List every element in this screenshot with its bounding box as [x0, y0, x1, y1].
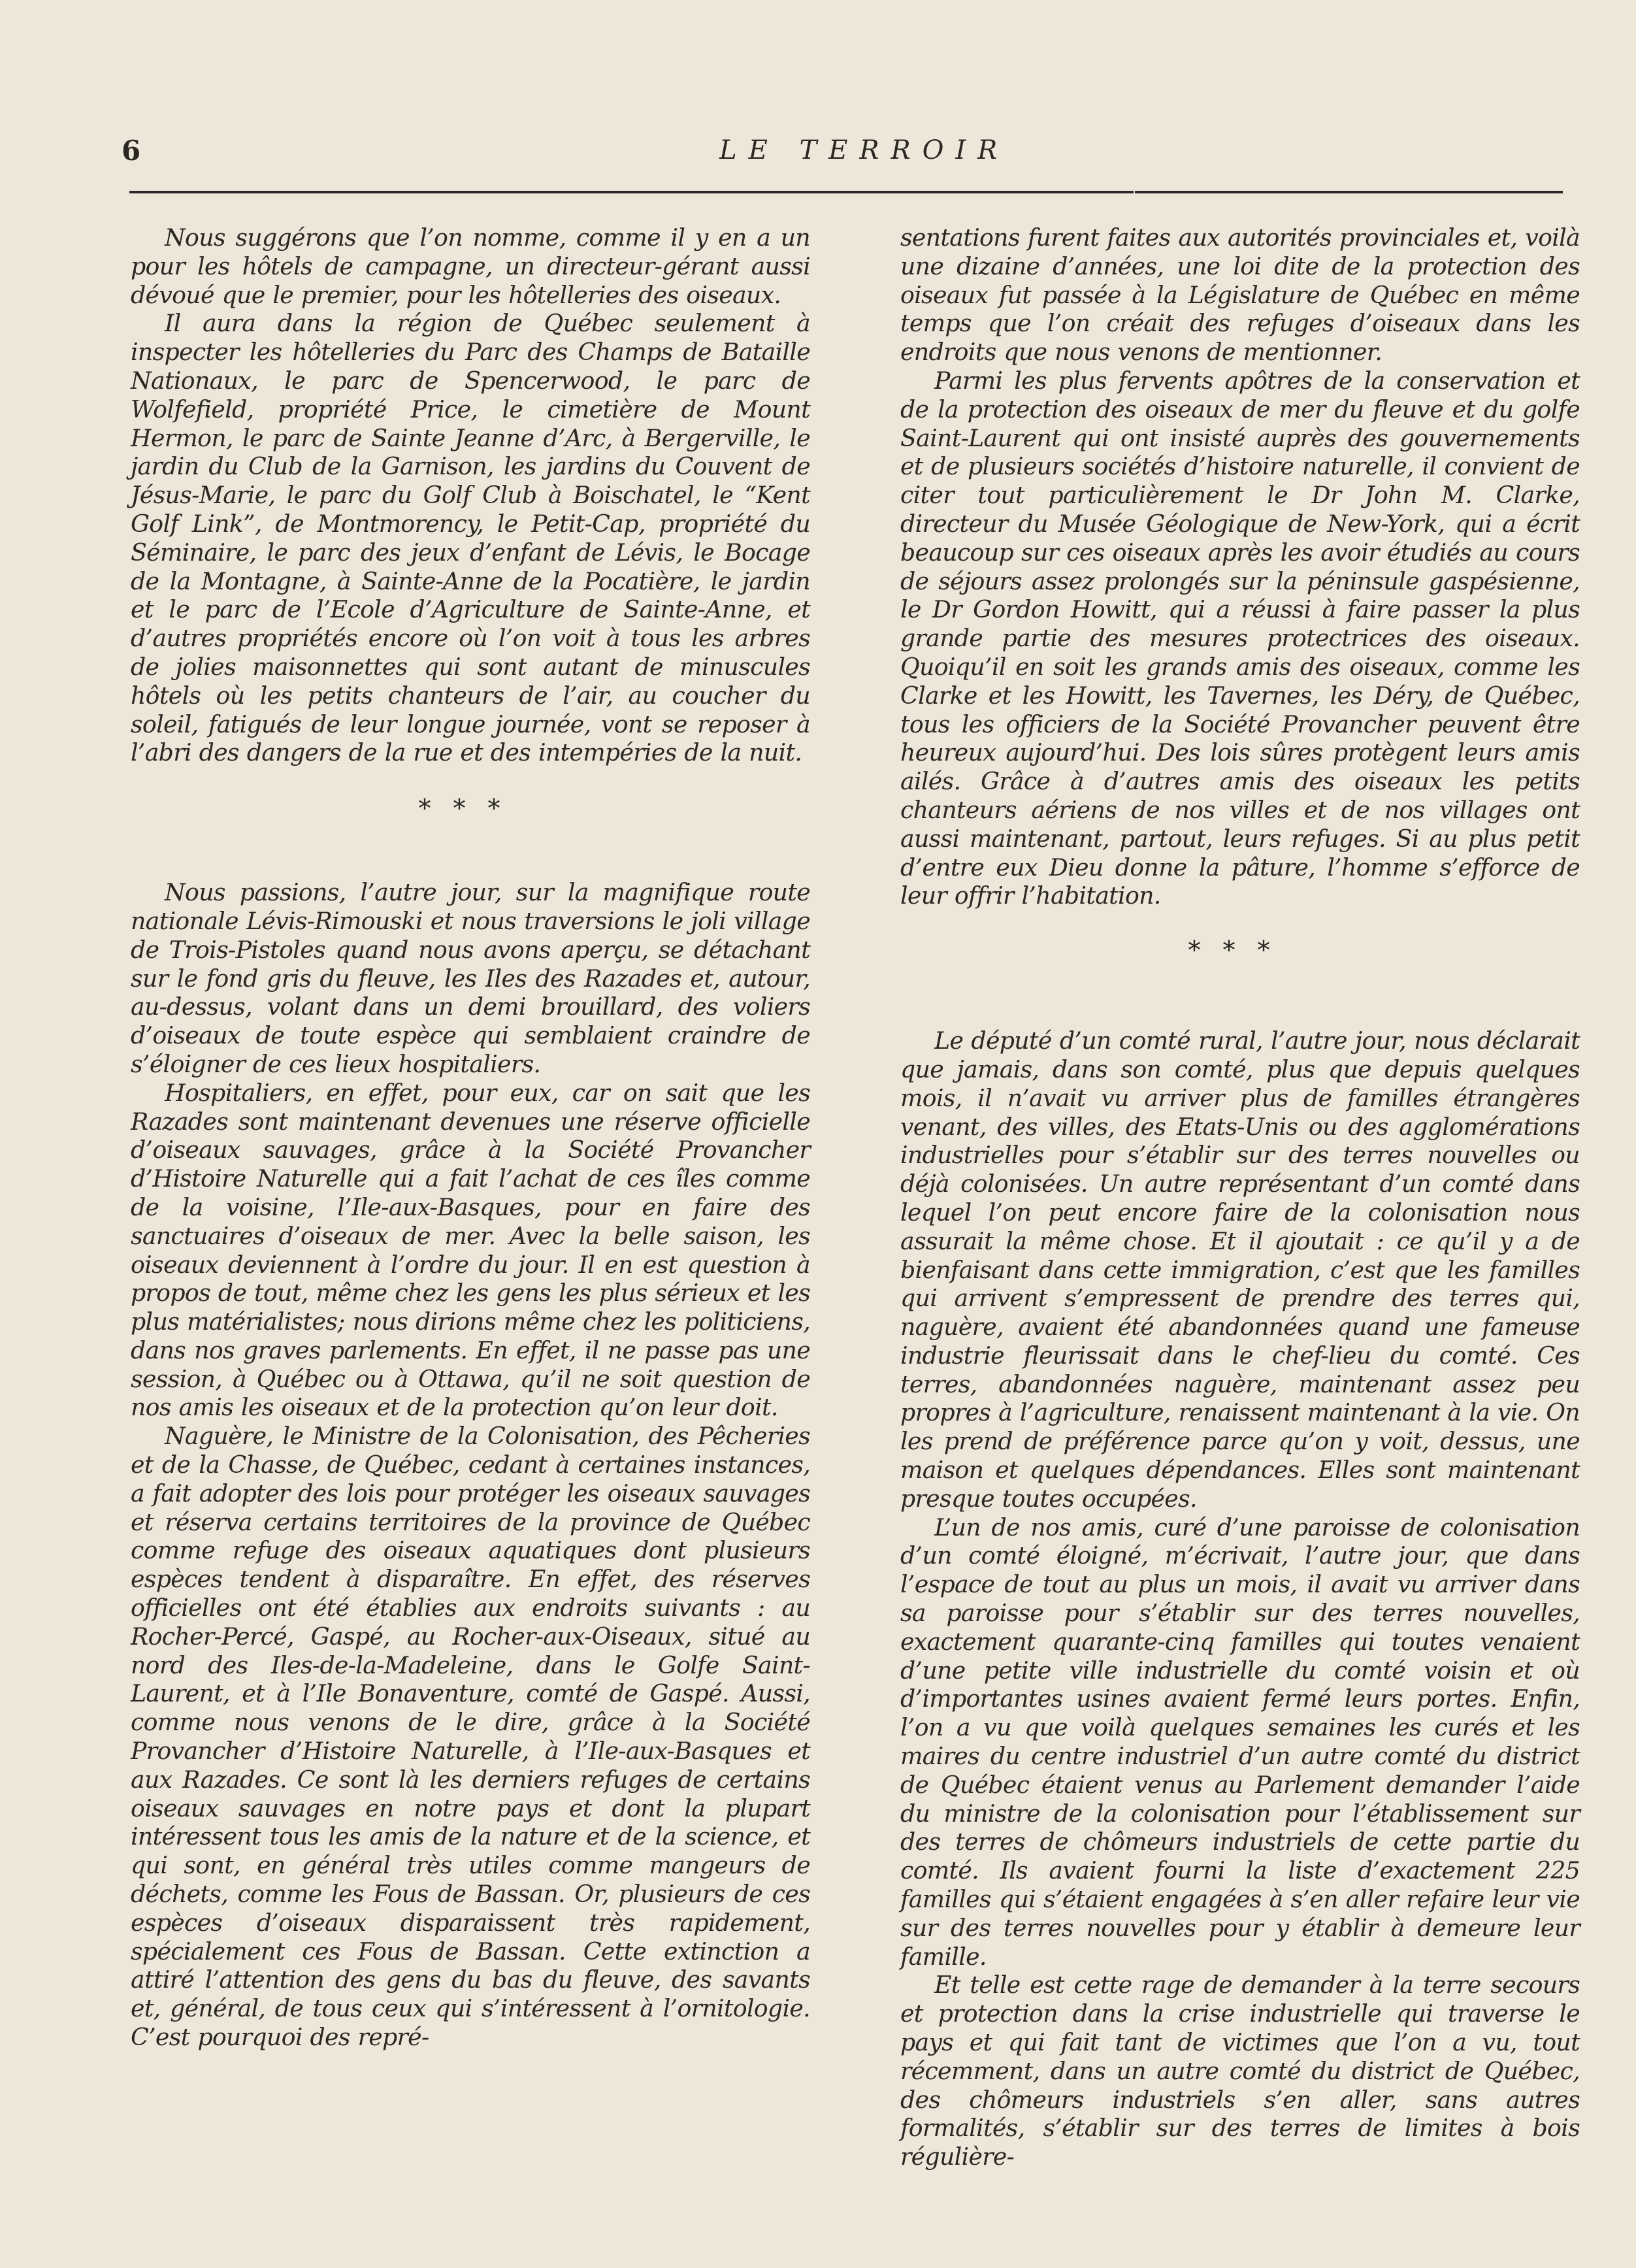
header-rule-left [129, 191, 1134, 193]
left-paragraph-3: Nous passions, l’autre jour, sur la magnifique route nationale Lévis-Rimouski et nous traversions le joli village de Trois-Pistoles quand nous avons aperçu, se détachant sur le fond gris du fleuve, les Iles des Razades et, autour, au-dessus, volant dans un demi brouillard, des voliers d’oiseaux de toute espèce qui semblaient craindre de s’éloigner de ces lieux hospitaliers. [131, 878, 810, 1078]
left-text-column [131, 223, 810, 2052]
page-header [122, 137, 1565, 184]
left-paragraph-5: Naguère, le Ministre de la Colonisation, des Pêcheries et de la Chasse, de Québec, cedant à certaines instances, a fait adopter des lois pour protéger les oiseaux sauvages et réserva certains territoires de la province de Québec comme refuge des oiseaux aquatiques dont plusieurs espèces tendent à disparaître. En effet, des réserves officielles ont été établies aux endroits suivants : au Rocher-Percé, Gaspé, au Rocher-aux-Oiseaux, situé au nord des Iles-de-la-Madeleine, dans le Golfe Saint-Laurent, et à l’Ile Bonaventure, comté de Gaspé. Aussi, comme nous venons de le dire, grâce à la Société Provancher d’Histoire Naturelle, à l’Ile-aux-Basques et aux Razades. Ce sont là les derniers refuges de certains oiseaux sauvages en notre pays et dont la plupart intéressent tous les amis de la nature et de la science, et qui sont, en général très utiles comme mangeurs de déchets, comme les Fous de Bassan. Or, plusieurs de ces espèces d’oiseaux disparaissent très rapidement, spécialement ces Fous de Bassan. Cette extinction a attiré l’attention des gens du bas du fleuve, des savants et, général, de tous ceux qui s’intéressent à l’ornitologie. C’est pourquoi des repré- [131, 1422, 810, 2052]
header-rule-right [1135, 191, 1563, 193]
right-paragraph-5: Et telle est cette rage de demander à la terre secours et protection dans la crise industrielle qui traverse le pays et qui fait tant de victimes que l’on a vu, tout récemment, dans un autre comté du district de Québec, des chômeurs industriels s’en aller, sans autres formalités, s’établir sur des terres de limites à bois régulière- [900, 1971, 1580, 2171]
section-separator: *** [418, 794, 523, 823]
right-paragraph-3: Le député d’un comté rural, l’autre jour, nous déclarait que jamais, dans son comté, plus que depuis quelques mois, il n’avait vu arriver plus de familles étrangères venant, des villes, des Etats-Unis ou des agglomérations industrielles pour s’établir sur des terres nouvelles ou déjà colonisées. Un autre représentant d’un comté dans lequel l’on peut encore faire de la colonisation nous assurait la même chose. Et il ajoutait : ce qu’il y a de bienfaisant dans cette immigration, c’est que les familles qui arrivent s’empressent de prendre des terres qui, naguère, avaient été abandonnées quand une fameuse industrie fleurissait dans le chef-lieu du comté. Ces terres, abandonnées naguère, maintenant assez peu propres à l’agriculture, renaissent maintenant à la vie. On les prend de préférence parce qu’on y voit, dessus, une maison et quelques dépendances. Elles sont maintenant presque toutes occupées. [900, 1027, 1580, 1513]
page-number: 6 [122, 135, 141, 167]
left-paragraph-2: Il aura dans la région de Québec seulement à inspecter les hôtelleries du Parc des Champs de Bataille Nationaux, le parc de Spencerwood, le parc de Wolfefield, propriété Price, le cimetière de Mount Hermon, le parc de Sainte Jeanne d’Arc, à Bergerville, le jardin du Club de la Garnison, les jardins du Couvent de Jésus-Marie, le parc du Golf Club à Boischatel, le “Kent Golf Link”, de Montmorency, le Petit-Cap, propriété du Séminaire, le parc des jeux d’enfant de Lévis, le Bocage de la Montagne, à Sainte-Anne de la Pocatière, le jardin et le parc de l’Ecole d’Agriculture de Sainte-Anne, et d’autres propriétés encore où l’on voit à tous les arbres de jolies maisonnettes qui sont autant de minuscules hôtels où les petits chanteurs de l’air, au coucher du soleil, fatigués de leur longue journée, vont se reposer à l’abri des dangers de la rue et des intempéries de la nuit. [131, 309, 810, 767]
right-paragraph-1: sentations furent faites aux autorités provinciales et, voilà une dizaine d’années, une loi dite de la protection des oiseaux fut passée à la Législature de Québec en même temps que l’on créait des refuges d’oiseaux dans les endroits que nous venons de mentionner. [900, 223, 1580, 367]
right-text-column [900, 223, 1580, 2171]
right-paragraph-2: Parmi les plus fervents apôtres de la conservation et de la protection des oiseaux de mer du fleuve et du golfe Saint-Laurent qui ont insisté auprès des gouvernements et de plusieurs sociétés d’histoire naturelle, il convient de citer tout particulièrement le Dr John M. Clarke, directeur du Musée Géologique de New-York, qui a écrit beaucoup sur ces oiseaux après les avoir étudiés au cours de séjours assez prolongés sur la péninsule gaspésienne, le Dr Gordon Howitt, qui a réussi à faire passer la plus grande partie des mesures protectrices des oiseaux. Quoiqu’il en soit les grands amis des oiseaux, comme les Clarke et les Howitt, les Tavernes, les Déry, de Québec, tous les officiers de la Société Provancher peuvent être heureux aujourd’hui. Des lois sûres protègent leurs amis ailés. Grâce à d’autres amis des oiseaux les petits chanteurs aériens de nos villes et de nos villages ont aussi maintenant, partout, leurs refuges. Si au plus petit d’entre eux Dieu donne la pâture, l’homme s’efforce de leur offrir l’habitation. [900, 366, 1580, 910]
section-separator: *** [1188, 936, 1292, 965]
running-title: LE TERROIR [719, 135, 1009, 165]
left-paragraph-4: Hospitaliers, en effet, pour eux, car on sait que les Razades sont maintenant devenues une réserve officielle d’oiseaux sauvages, grâce à la Société Provancher d’Histoire Naturelle qui a fait l’achat de ces îles comme de la voisine, l’Ile-aux-Basques, pour en faire des sanctuaires d’oiseaux de mer. Avec la belle saison, les oiseaux deviennent à l’ordre du jour. Il en est question à propos de tout, même chez les gens les plus sérieux et les plus matérialistes; nous dirions même chez les politiciens, dans nos graves parlements. En effet, il ne passe pas une session, à Québec ou à Ottawa, qu’il ne soit question de nos amis les oiseaux et de la protection qu’on leur doit. [131, 1078, 810, 1422]
right-paragraph-4: L’un de nos amis, curé d’une paroisse de colonisation d’un comté éloigné, m’écrivait, l’autre jour, que dans l’espace de tout au plus un mois, il avait vu arriver dans sa paroisse pour s’établir sur des terres nouvelles, exactement quarante-cinq familles qui toutes venaient d’une petite ville industrielle du comté voisin et où d’importantes usines avaient fermé leurs portes. Enfin, l’on a vu que voilà quelques semaines les curés et les maires du centre industriel d’un autre comté du district de Québec étaient venus au Parlement demander l’aide du ministre de la colonisation pour l’établissement sur des terres de chômeurs industriels de cette partie du comté. Ils avaient fourni la liste d’exactement 225 familles qui s’étaient engagées à s’en aller refaire leur vie sur des terres nouvelles pour y établir à demeure leur famille. [900, 1513, 1580, 1971]
left-paragraph-1: Nous suggérons que l’on nomme, comme il y en a un pour les hôtels de campagne, un directeur-gérant aussi dévoué que le premier, pour les hôtelleries des oiseaux. [131, 223, 810, 309]
